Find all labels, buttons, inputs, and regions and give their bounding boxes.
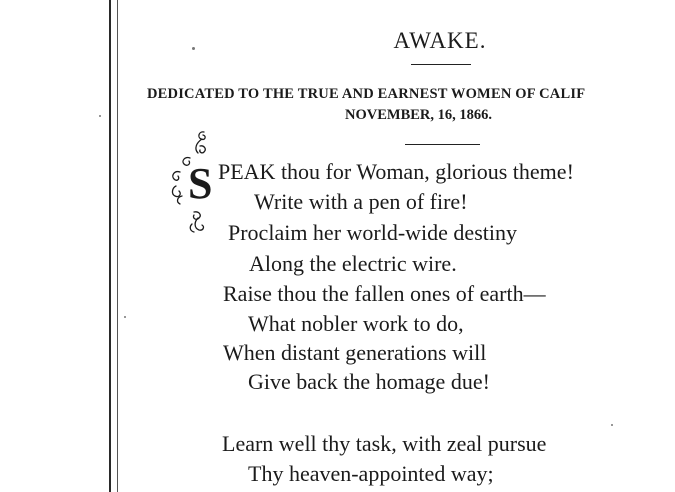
scan-speck: [124, 316, 126, 318]
scan-speck: [99, 115, 101, 117]
flourish-bottom-stem: [190, 224, 194, 232]
poem-date: NOVEMBER, 16, 1866.: [345, 107, 493, 123]
scan-speck: [611, 424, 613, 426]
flourish-left-curl-3: [172, 186, 180, 197]
flourish-top-curl-2: [200, 146, 205, 153]
flourish-left-curl-2: [173, 172, 180, 181]
poem-line-3: Proclaim her world-wide destiny: [228, 220, 517, 245]
poem-dedication: DEDICATED TO THE TRUE AND EARNEST WOMEN OF CALIF: [147, 86, 586, 102]
poem-line-5: Raise thou the fallen ones of earth—: [223, 281, 546, 306]
poem-line-10: Thy heaven-appointed way;: [248, 461, 494, 486]
poem-line-4: Along the electric wire.: [249, 251, 457, 276]
poem-title: AWAKE.: [393, 28, 487, 53]
scan-speck: [192, 47, 195, 50]
flourish-top-curl: [199, 132, 205, 140]
poem-line-2: Write with a pen of fire!: [254, 189, 468, 214]
poem-line-9: Learn well thy task, with zeal pursue: [222, 431, 547, 456]
poem-line-1: PEAK thou for Woman, glorious theme!: [218, 159, 574, 184]
flourish-left-stem: [178, 196, 182, 204]
page-margin-rule-inner: [117, 0, 118, 492]
page-margin-rule: [109, 0, 111, 492]
poem-line-6: What nobler work to do,: [248, 311, 464, 336]
flourish-bottom-curl: [193, 212, 200, 219]
ornamental-dropcap: [168, 128, 216, 238]
poem-line-7: When distant generations will: [223, 340, 487, 365]
date-divider: [405, 144, 480, 145]
flourish-bottom-curl-2: [195, 218, 203, 230]
dropcap-letter: S: [188, 159, 213, 208]
poem-line-8: Give back the homage due!: [248, 369, 490, 394]
title-divider: [411, 64, 471, 65]
